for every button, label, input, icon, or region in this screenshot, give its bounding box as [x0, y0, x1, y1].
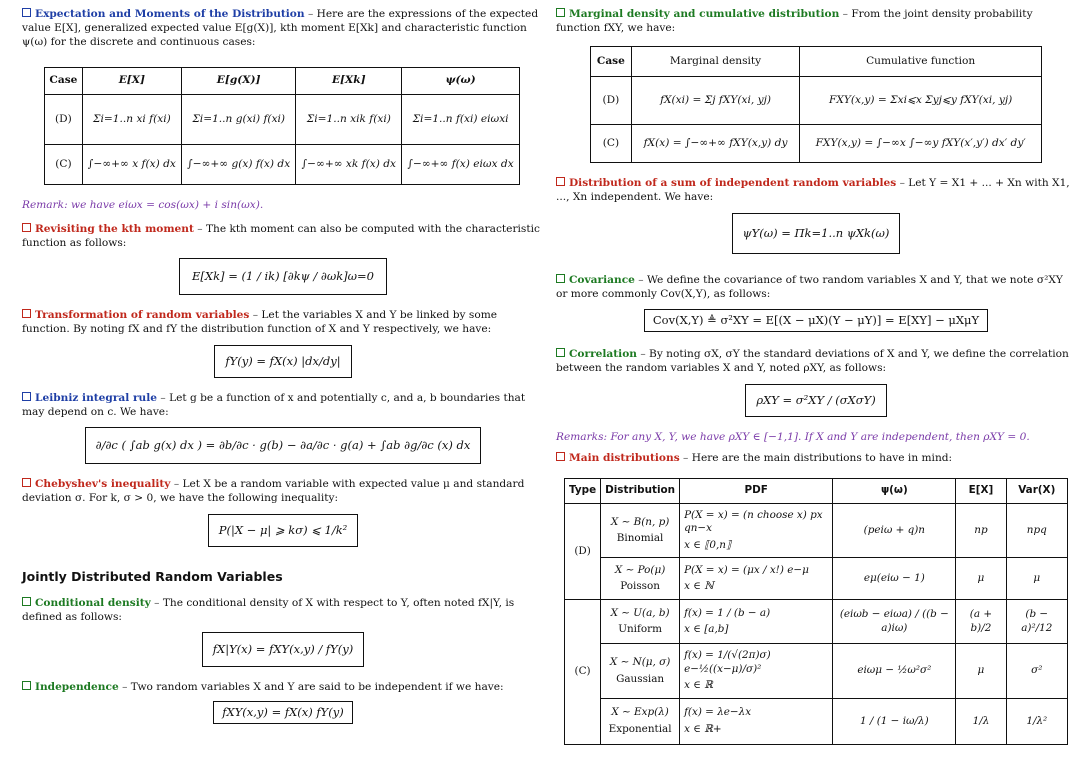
marginal-paragraph: Marginal density and cumulative distribution – From the joint density probability function fXY, we have:: [556, 8, 1033, 34]
kth-moment-paragraph: Revisiting the kth moment – The kth moment can also be computed with the characteristic function as follows:: [22, 222, 540, 249]
leibniz-text: Let g be a function of x and potentially c, and a, b boundaries that may depend on c. We have:: [22, 391, 526, 418]
main-distributions-text: Here are the main distributions to have in mind:: [691, 452, 953, 465]
table-header: Var(X): [1006, 479, 1067, 504]
type-cell: (C): [565, 600, 601, 745]
pdf-cell: f(x) = 1/(√(2π)σ) e−½((x−μ)/σ)² x ∈ ℝ: [680, 644, 833, 699]
checkbox-icon: [22, 597, 31, 606]
table-header-row: [45, 68, 520, 95]
transformation-paragraph: Transformation of random variables – Let the variables X and Y be linked by some function. By noting fX and fY the distribution function of X and Y respectively, we have:: [22, 309, 498, 336]
sum-text: Let Y = X1 + ... + Xn with X1, ..., Xn independent. We have:: [556, 177, 1070, 204]
table-row: [591, 77, 1042, 125]
mean-cell: 1/λ: [956, 698, 1006, 744]
chebyshev-text: Let X be a random variable with expected value μ and standard deviation σ. For k, σ > 0, we have the following inequality:: [22, 478, 525, 504]
table-header: Distribution: [601, 479, 680, 504]
pdf-cell: P(X = x) = (μx / x!) e−μ x ∈ ℕ: [680, 558, 833, 600]
pdf-cell: f(x) = λe−λx x ∈ ℝ+: [680, 698, 833, 744]
psi-cell: eμ(eiω − 1): [833, 558, 956, 600]
psi-cell: eiωμ − ½ω²σ²: [833, 644, 956, 699]
conditional-paragraph: Conditional density – The conditional density of X with respect to Y, often noted fX|Y, is defined as follows:: [22, 596, 515, 623]
sum-formula: ψY(ω) = Πk=1..n ψXk(ω): [732, 213, 901, 254]
expectation-paragraph: Expectation and Moments of the Distribution – Here are the expressions of the expected value E[X], generalized expected value E[g(X)], kth moment E[Xk] and characteristic function ψ(ω) for the discrete and continuous cases:: [22, 8, 539, 48]
correlation-title: Correlation: [556, 348, 637, 360]
type-cell: (D): [565, 503, 601, 600]
table-row: [45, 145, 520, 185]
transformation-text: Let the variables X and Y be linked by some function. By noting fX and fY the distribution function of X and Y respectively, we have:: [22, 309, 498, 336]
psi-cell: (peiω + q)n: [833, 503, 956, 558]
conditional-formula: fX|Y(x) = fXY(x,y) / fY(y): [202, 632, 364, 667]
transformation-title: Transformation of random variables: [22, 309, 249, 321]
checkbox-icon: [22, 8, 31, 17]
table-header: E[g(X)]: [181, 68, 296, 95]
checkbox-icon: [556, 274, 565, 283]
covariance-text: We define the covariance of two random variables X and Y, that we note σ²XY or more commonly Cov(X,Y), as follows:: [556, 273, 1063, 300]
expectation-text: Here are the expressions of the expected value E[X], generalized expected value E[g(X)], kth moment E[Xk] and characteristic function ψ(ω) for the discrete and continuous cases:: [22, 8, 539, 48]
independence-paragraph: Independence – Two random variables X and Y are said to be independent if we have:: [22, 681, 544, 695]
table-header: Case: [591, 46, 632, 77]
remark-text: Remarks: For any X, Y, we have ρXY ∈ [−1,1]. If X and Y are independent, then ρXY = 0.: [556, 430, 1030, 443]
checkbox-icon: [22, 223, 31, 232]
table-row: [591, 125, 1042, 163]
mean-cell: np: [956, 503, 1006, 558]
leibniz-paragraph: Leibniz integral rule – Let g be a function of x and potentially c, and a, b boundaries that may depend on c. We have:: [22, 391, 526, 418]
correlation-formula: ρXY = σ²XY / (σXσY): [745, 384, 886, 417]
kth-moment-text: The kth moment can also be computed with the characteristic function as follows:: [22, 222, 540, 249]
conditional-title: Conditional density: [22, 597, 151, 609]
covariance-title: Covariance: [556, 274, 635, 286]
checkbox-icon: [22, 392, 31, 401]
distributions-table: [564, 478, 1068, 745]
table-cell: fX(x) = ∫−∞+∞ fXY(x,y) dy: [631, 125, 800, 163]
sum-paragraph: Distribution of a sum of independent random variables – Let Y = X1 + ... + Xn with X1, ..., Xn independent. We have:: [556, 177, 1070, 204]
chebyshev-paragraph: Chebyshev's inequality – Let X be a random variable with expected value μ and standard deviation σ. For k, σ > 0, we have the following inequality:: [22, 478, 525, 504]
independence-title: Independence: [22, 681, 119, 693]
independence-text: Two random variables X and Y are said to be independent if we have:: [130, 681, 504, 694]
table-header-row: [565, 479, 1068, 504]
table-header: Type: [565, 479, 601, 504]
checkbox-icon: [556, 8, 565, 17]
marginal-title: Marginal density and cumulative distribution: [556, 8, 839, 20]
table-cell: ∫−∞+∞ x f(x) dx: [82, 145, 181, 185]
table-row: [565, 600, 1068, 644]
table-cell: (C): [591, 125, 632, 163]
variance-cell: npq: [1006, 503, 1067, 558]
checkbox-icon: [22, 309, 31, 318]
psi-cell: 1 / (1 − iω/λ): [833, 698, 956, 744]
checkbox-icon: [22, 478, 31, 487]
transformation-formula: fY(y) = fX(x) |dx/dy|: [214, 345, 351, 378]
leibniz-title: Leibniz integral rule: [22, 392, 157, 404]
table-row: [565, 698, 1068, 744]
table-cell: (D): [45, 95, 83, 145]
table-header: E[Xk]: [296, 68, 402, 95]
table-row: [565, 644, 1068, 699]
marginal-table: [590, 46, 1042, 164]
correlation-paragraph: Correlation – By noting σX, σY the standard deviations of X and Y, we define the correlation between the random variables X and Y, noted ρXY, as follows:: [556, 348, 1069, 374]
right-column: [556, 8, 1076, 745]
table-cell: Σi=1..n xi f(xi): [82, 95, 181, 145]
table-cell: (D): [591, 77, 632, 125]
table-cell: Σi=1..n xik f(xi): [296, 95, 402, 145]
table-header: Cumulative function: [800, 46, 1042, 77]
pdf-cell: f(x) = 1 / (b − a) x ∈ [a,b]: [680, 600, 833, 644]
chebyshev-title: Chebyshev's inequality: [22, 478, 170, 490]
dist-cell: X ∼ N(μ, σ) Gaussian: [601, 644, 680, 699]
variance-cell: σ²: [1006, 644, 1067, 699]
main-distributions-paragraph: Main distributions – Here are the main distributions to have in mind:: [556, 452, 1076, 466]
table-header: PDF: [680, 479, 833, 504]
remark-text: Remark: we have eiωx = cos(ωx) + i sin(ωx).: [22, 199, 264, 212]
dist-cell: X ∼ U(a, b) Uniform: [601, 600, 680, 644]
pdf-cell: P(X = x) = (n choose x) px qn−x x ∈ ⟦0,n⟧: [680, 503, 833, 558]
table-cell: fX(xi) = Σj fXY(xi, yj): [631, 77, 800, 125]
variance-cell: 1/λ²: [1006, 698, 1067, 744]
table-cell: Σi=1..n f(xi) eiωxi: [402, 95, 520, 145]
sum-title: Distribution of a sum of independent random variables: [556, 177, 896, 189]
kth-moment-title: Revisiting the kth moment: [22, 223, 194, 235]
dist-cell: X ∼ Exp(λ) Exponential: [601, 698, 680, 744]
table-header: Case: [45, 68, 83, 95]
mean-cell: μ: [956, 558, 1006, 600]
table-header: ψ(ω): [833, 479, 956, 504]
marginal-text: From the joint density probability function fXY, we have:: [556, 8, 1033, 34]
table-header: Marginal density: [631, 46, 800, 77]
table-cell: FXY(x,y) = Σxi⩽x Σyj⩽y fXY(xi, yj): [800, 77, 1042, 125]
checkbox-icon: [556, 177, 565, 186]
psi-cell: (eiωb − eiωa) / ((b − a)iω): [833, 600, 956, 644]
conditional-text: The conditional density of X with respect to Y, often noted fX|Y, is defined as follows:: [22, 596, 515, 623]
dist-cell: X ∼ B(n, p) Binomial: [601, 503, 680, 558]
table-cell: ∫−∞+∞ g(x) f(x) dx: [181, 145, 296, 185]
variance-cell: μ: [1006, 558, 1067, 600]
left-column: [22, 8, 544, 738]
table-cell: Σi=1..n g(xi) f(xi): [181, 95, 296, 145]
mean-cell: μ: [956, 644, 1006, 699]
variance-cell: (b − a)²/12: [1006, 600, 1067, 644]
table-header: E[X]: [82, 68, 181, 95]
checkbox-icon: [556, 348, 565, 357]
table-header: ψ(ω): [402, 68, 520, 95]
table-header-row: [591, 46, 1042, 77]
checkbox-icon: [556, 452, 565, 461]
table-cell: FXY(x,y) = ∫−∞x ∫−∞y fXY(x′,y′) dx′ dy′: [800, 125, 1042, 163]
expectation-table: [44, 67, 520, 185]
dist-cell: X ∼ Po(μ) Poisson: [601, 558, 680, 600]
main-distributions-title: Main distributions: [556, 452, 680, 464]
table-cell: (C): [45, 145, 83, 185]
table-cell: ∫−∞+∞ f(x) eiωx dx: [402, 145, 520, 185]
table-header: E[X]: [956, 479, 1006, 504]
mean-cell: (a + b)/2: [956, 600, 1006, 644]
table-row: [45, 95, 520, 145]
independence-formula: fXY(x,y) = fX(x) fY(y): [213, 701, 352, 724]
table-cell: ∫−∞+∞ xk f(x) dx: [296, 145, 402, 185]
table-row: [565, 503, 1068, 558]
correlation-text: By noting σX, σY the standard deviations of X and Y, we define the correlation between the random variables X and Y, noted ρXY, as follows:: [556, 348, 1069, 374]
covariance-paragraph: Covariance – We define the covariance of two random variables X and Y, that we note σ²XY or more commonly Cov(X,Y), as follows:: [556, 273, 1063, 300]
covariance-formula: Cov(X,Y) ≜ σ²XY = E[(X − μX)(Y − μY)] = E[XY] − μXμY: [644, 309, 988, 332]
kth-moment-formula: E[Xk] = (1 / ik) [∂kψ / ∂ωk]ω=0: [179, 258, 387, 295]
section-title: Jointly Distributed Random Variables: [22, 568, 283, 584]
table-row: [565, 558, 1068, 600]
checkbox-icon: [22, 681, 31, 690]
expectation-title: Expectation and Moments of the Distribution: [22, 8, 305, 20]
chebyshev-formula: P(|X − μ| ⩾ kσ) ⩽ 1/k²: [208, 514, 359, 547]
leibniz-formula: ∂/∂c ( ∫ab g(x) dx ) = ∂b/∂c · g(b) − ∂a/∂c · g(a) + ∫ab ∂g/∂c (x) dx: [85, 427, 482, 464]
